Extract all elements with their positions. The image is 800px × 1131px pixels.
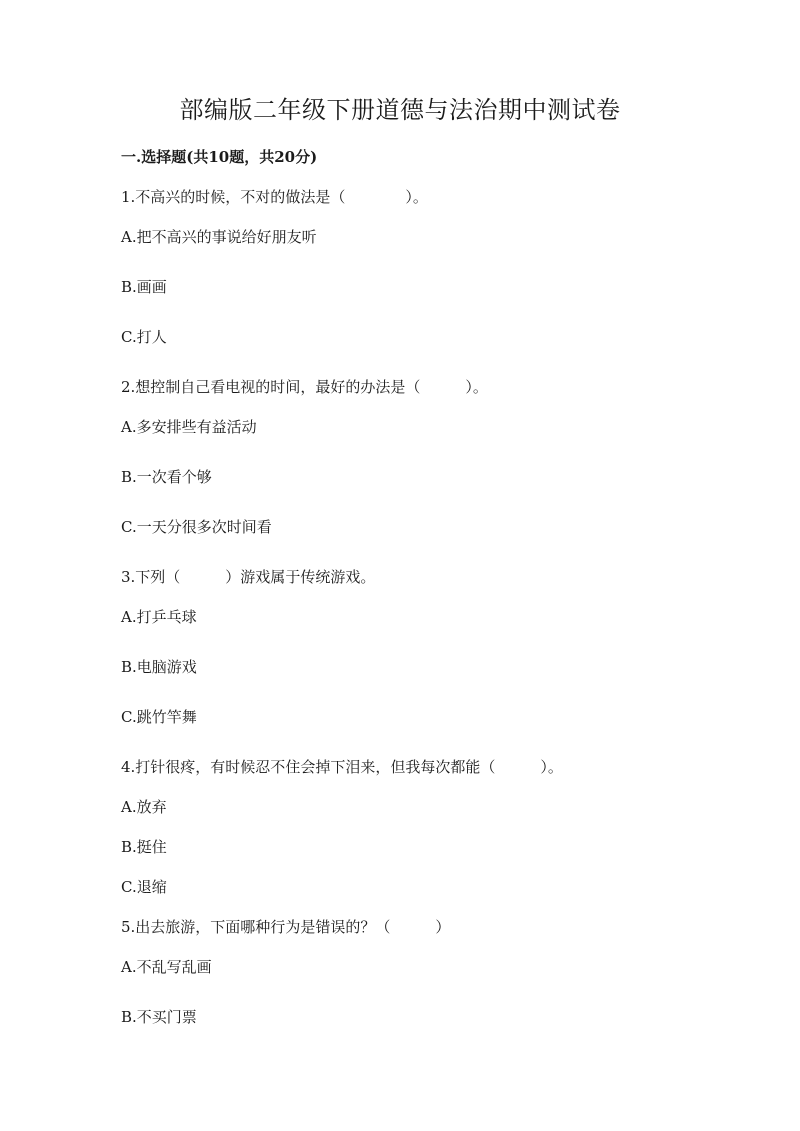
question-3-option-b: B.电脑游戏 [121, 658, 197, 676]
question-1-stem: 1.不高兴的时候，不对的做法是（ ）。 [121, 188, 428, 206]
document-title: 部编版二年级下册道德与法治期中测试卷 [179, 96, 621, 124]
question-4-option-b: B.挺住 [121, 838, 167, 856]
question-5-stem: 5.出去旅游，下面哪种行为是错误的？（ ） [121, 918, 451, 936]
question-2-option-b: B.一次看个够 [121, 468, 212, 486]
section-heading: 一.选择题(共10题，共20分) [121, 148, 318, 166]
question-2-stem: 2.想控制自己看电视的时间，最好的办法是（ ）。 [121, 378, 488, 396]
question-3-stem: 3.下列（ ）游戏属于传统游戏。 [121, 568, 376, 586]
question-3-option-a: A.打乒乓球 [121, 608, 197, 626]
question-3-option-c: C.跳竹竿舞 [121, 708, 197, 726]
question-1-option-b: B.画画 [121, 278, 167, 296]
question-4-option-a: A.放弃 [121, 798, 167, 816]
question-4-stem: 4.打针很疼，有时候忍不住会掉下泪来，但我每次都能（ ）。 [121, 758, 563, 776]
question-1-option-c: C.打人 [121, 328, 167, 346]
question-4-option-c: C.退缩 [121, 878, 167, 896]
question-2-option-a: A.多安排些有益活动 [121, 418, 257, 436]
question-2-option-c: C.一天分很多次时间看 [121, 518, 272, 536]
question-5-option-a: A.不乱写乱画 [121, 958, 212, 976]
question-1-option-a: A.把不高兴的事说给好朋友听 [121, 228, 317, 246]
question-5-option-b: B.不买门票 [121, 1008, 197, 1026]
